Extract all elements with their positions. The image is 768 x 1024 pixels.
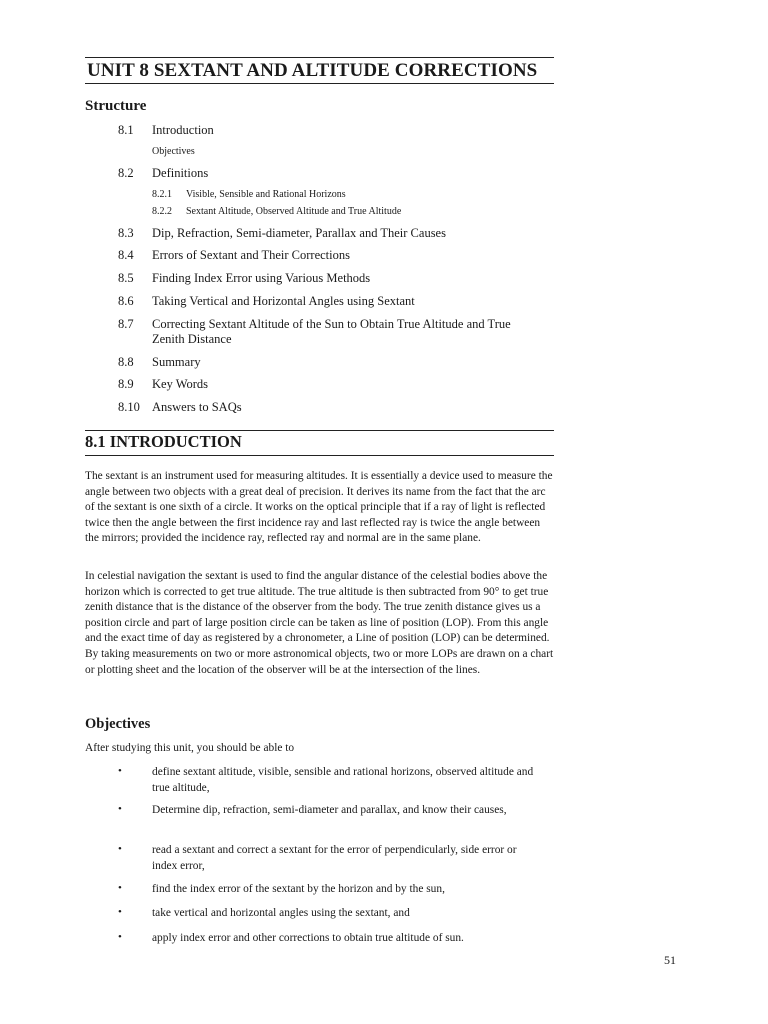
toc-number: 8.5	[118, 271, 134, 285]
section-underline	[85, 455, 554, 456]
bullet-icon: •	[118, 843, 122, 855]
top-rule	[85, 57, 554, 58]
toc-item: Summary	[152, 355, 201, 369]
list-item: take vertical and horizontal angles using the sextant, and	[152, 907, 410, 919]
toc-item: Introduction	[152, 123, 214, 137]
page-number: 51	[664, 953, 676, 967]
toc-subitem: Visible, Sensible and Rational Horizons	[186, 189, 346, 200]
paragraph: In celestial navigation the sextant is used to find the angular distance of the celestial bodies above the horizon which is corrected to get true altitude. The true altitude is then subtracted from 90° to get true zenith distance that is the distance of the observer from the body. The true zenith distance gives us a position circle and part of large position circle can be taken as line of position (LOP). From this angle and the exact time of day as registered by a chronometer, a Line of position (LOP) can be determined. By taking measurements on two or more astronomical objects, two or more LOPs are drawn on a chart or plotting sheet and the location of the observer will be at the intersection of the lines.	[85, 570, 554, 676]
toc-number: 8.8	[118, 355, 134, 369]
bullet-icon: •	[118, 765, 122, 777]
objectives-heading: Objectives	[85, 716, 151, 732]
toc-number: 8.4	[118, 248, 134, 262]
bullet-icon: •	[118, 882, 122, 894]
section-top-rule	[85, 430, 554, 431]
toc-item: Dip, Refraction, Semi-diameter, Parallax and Their Causes	[152, 226, 446, 240]
toc-number: 8.7	[118, 317, 134, 331]
bullet-icon: •	[118, 906, 122, 918]
list-item: Determine dip, refraction, semi-diameter and parallax, and know their causes,	[152, 804, 507, 816]
toc-item: Finding Index Error using Various Methods	[152, 271, 371, 285]
toc-number: 8.6	[118, 294, 134, 308]
structure-heading: Structure	[85, 98, 147, 114]
unit-title: UNIT 8 SEXTANT AND ALTITUDE CORRECTIONS	[87, 60, 538, 81]
list-item: read a sextant and correct a sextant for the error of perpendicularly, side error or index error,	[152, 844, 517, 872]
toc-item: Key Words	[152, 377, 209, 391]
toc-subnumber: 8.2.1	[152, 189, 172, 200]
toc-subnumber: 8.2.2	[152, 206, 172, 217]
toc-subitem: Sextant Altitude, Observed Altitude and True Altitude	[186, 206, 402, 217]
bullet-icon: •	[118, 931, 122, 943]
bullet-icon: •	[118, 803, 122, 815]
toc-item: Answers to SAQs	[152, 400, 242, 414]
paragraph: The sextant is an instrument used for measuring altitudes. It is essentially a device used to measure the angle between two objects with a great deal of precision. It derives its name from the fact that the arc of the sextant is one sixth of a circle. It works on the optical principle that if a ray of light is reflected twice then the angle between the first incidence ray and last reflected ray is twice the angle between the mirrors; provided the incidence ray, reflected ray and normal are in the same plane.	[85, 470, 553, 545]
toc-item: Correcting Sextant Altitude of the Sun to Obtain True Altitude and True Zenith Distance	[152, 317, 511, 346]
objectives-intro: After studying this unit, you should be able to	[85, 742, 295, 754]
list-item: apply index error and other corrections to obtain true altitude of sun.	[152, 932, 464, 944]
toc-number: 8.2	[118, 166, 134, 180]
toc-item: Taking Vertical and Horizontal Angles using Sextant	[152, 294, 415, 308]
toc-item: Definitions	[152, 166, 209, 180]
toc-number: 8.9	[118, 377, 134, 391]
title-underline	[85, 83, 554, 84]
toc-item: Errors of Sextant and Their Corrections	[152, 248, 350, 262]
toc-number: 8.10	[118, 400, 140, 414]
toc-subitem: Objectives	[152, 146, 195, 157]
list-item: define sextant altitude, visible, sensible and rational horizons, observed altitude and true altitude,	[152, 766, 534, 794]
list-item: find the index error of the sextant by the horizon and by the sun,	[152, 883, 445, 895]
toc-number: 8.3	[118, 226, 134, 240]
section-title: 8.1 INTRODUCTION	[85, 432, 242, 451]
toc-number: 8.1	[118, 123, 134, 137]
